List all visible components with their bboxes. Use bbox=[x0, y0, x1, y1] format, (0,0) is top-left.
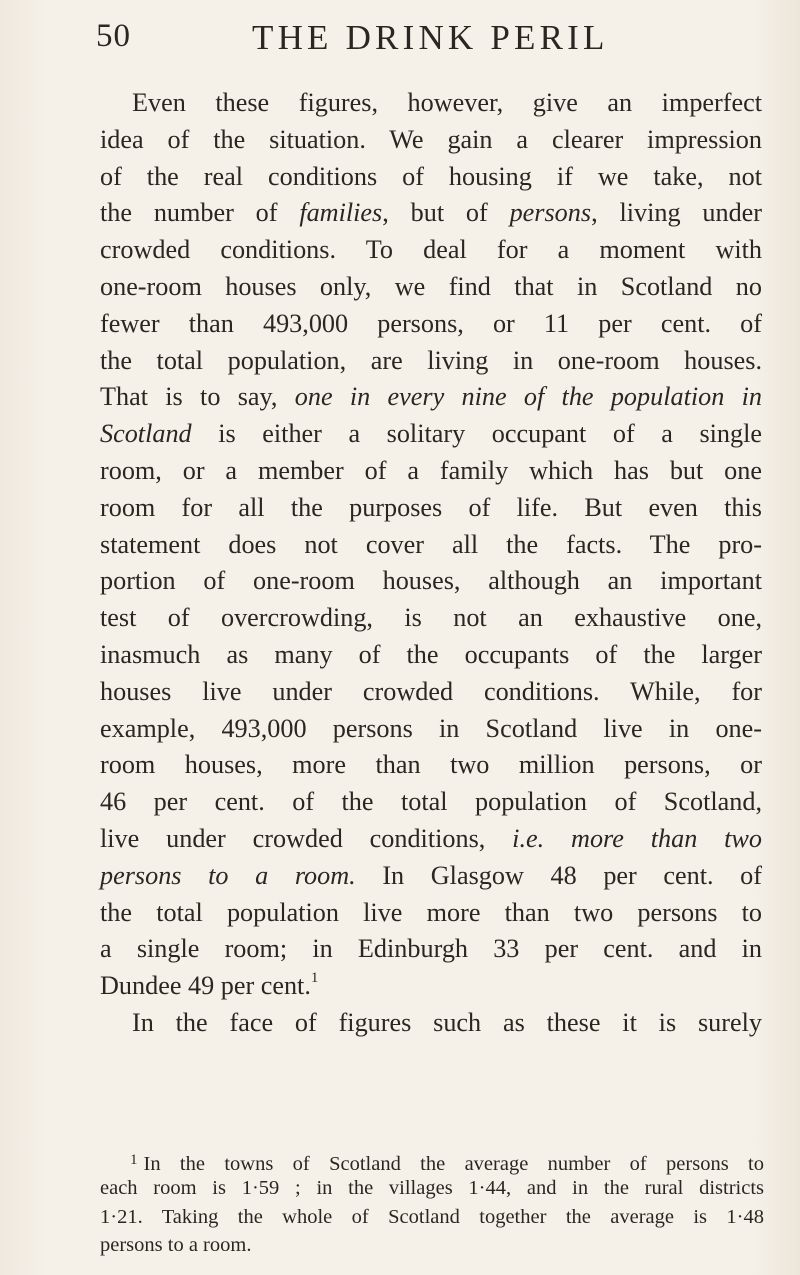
text-line: the total population live more than two persons to bbox=[100, 897, 762, 927]
footnote-line: 1·21. Taking the whole of Scotland together the average is 1·48 bbox=[100, 1205, 764, 1228]
italic-families: families bbox=[299, 198, 383, 228]
text-line: a single room; in Edinburgh 33 per cent. and in bbox=[100, 934, 762, 964]
footnote-line: each room is 1·59 ; in the villages 1·44, and in the rural districts bbox=[100, 1177, 764, 1200]
page-number: 50 bbox=[96, 18, 131, 54]
body-paragraph bbox=[100, 85, 762, 1042]
text-line: persons to a room. In Glasgow 48 per cent. of bbox=[100, 860, 762, 890]
text-line: room, or a member of a family which has but one bbox=[100, 455, 762, 485]
text-line: one-room houses only, we find that in Scotland no bbox=[100, 271, 762, 301]
page-header bbox=[96, 18, 736, 68]
text-line: room for all the purposes of life. But even this bbox=[100, 492, 762, 522]
text-line: That is to say, one in every nine of the population in bbox=[100, 382, 762, 412]
text-line: of the real conditions of housing if we take, not bbox=[100, 161, 762, 191]
text-line: Even these figures, however, give an imperfect bbox=[132, 88, 762, 117]
text-line: Scotland is either a solitary occupant of a single bbox=[100, 419, 762, 449]
text-line: portion of one-room houses, although an important bbox=[100, 566, 762, 596]
italic-phrase: i.e. more than two bbox=[512, 823, 762, 853]
italic-scotland: Scotland bbox=[100, 419, 192, 449]
footnote-line: persons to a room. bbox=[100, 1234, 252, 1257]
text-line: inasmuch as many of the occupants of the larger bbox=[100, 639, 762, 669]
text-line: room houses, more than two million persons, or bbox=[100, 750, 762, 780]
text-line: example, 493,000 persons in Scotland live in one- bbox=[100, 713, 762, 743]
text-line: test of overcrowding, is not an exhaustive one, bbox=[100, 603, 762, 633]
footnote-line: $^1$ In the towns of Scotland the average number of persons to bbox=[130, 1152, 764, 1175]
text-line: crowded conditions. To deal for a moment with bbox=[100, 235, 762, 265]
running-title: THE DRINK PERIL bbox=[252, 18, 609, 57]
italic-phrase: persons to a room. bbox=[100, 860, 356, 890]
text-line: the total population, are living in one-room houses. bbox=[100, 345, 762, 375]
text-line: the number of families, but of persons, living under bbox=[100, 198, 763, 228]
footnote-marker: 1 bbox=[130, 1152, 138, 1168]
italic-persons: persons bbox=[509, 198, 592, 228]
footnote bbox=[100, 1146, 764, 1260]
text-line: statement does not cover all the facts. The pro- bbox=[100, 529, 762, 559]
text-line: idea of the situation. We gain a clearer impression bbox=[100, 124, 762, 154]
text-line: live under crowded conditions, i.e. more than two bbox=[100, 823, 762, 853]
footnote-reference[interactable]: 1 bbox=[310, 970, 319, 987]
text-line: Dundee 49 per cent.$^1$ bbox=[100, 970, 319, 1001]
text-line: In the face of figures such as these it is surely bbox=[132, 1007, 762, 1037]
text-line: houses live under crowded conditions. While, for bbox=[100, 676, 762, 706]
italic-phrase: one in every nine of the population in bbox=[294, 382, 762, 412]
text-line: fewer than 493,000 persons, or 11 per cent. of bbox=[100, 308, 762, 338]
text-line: 46 per cent. of the total population of Scotland, bbox=[100, 787, 762, 817]
